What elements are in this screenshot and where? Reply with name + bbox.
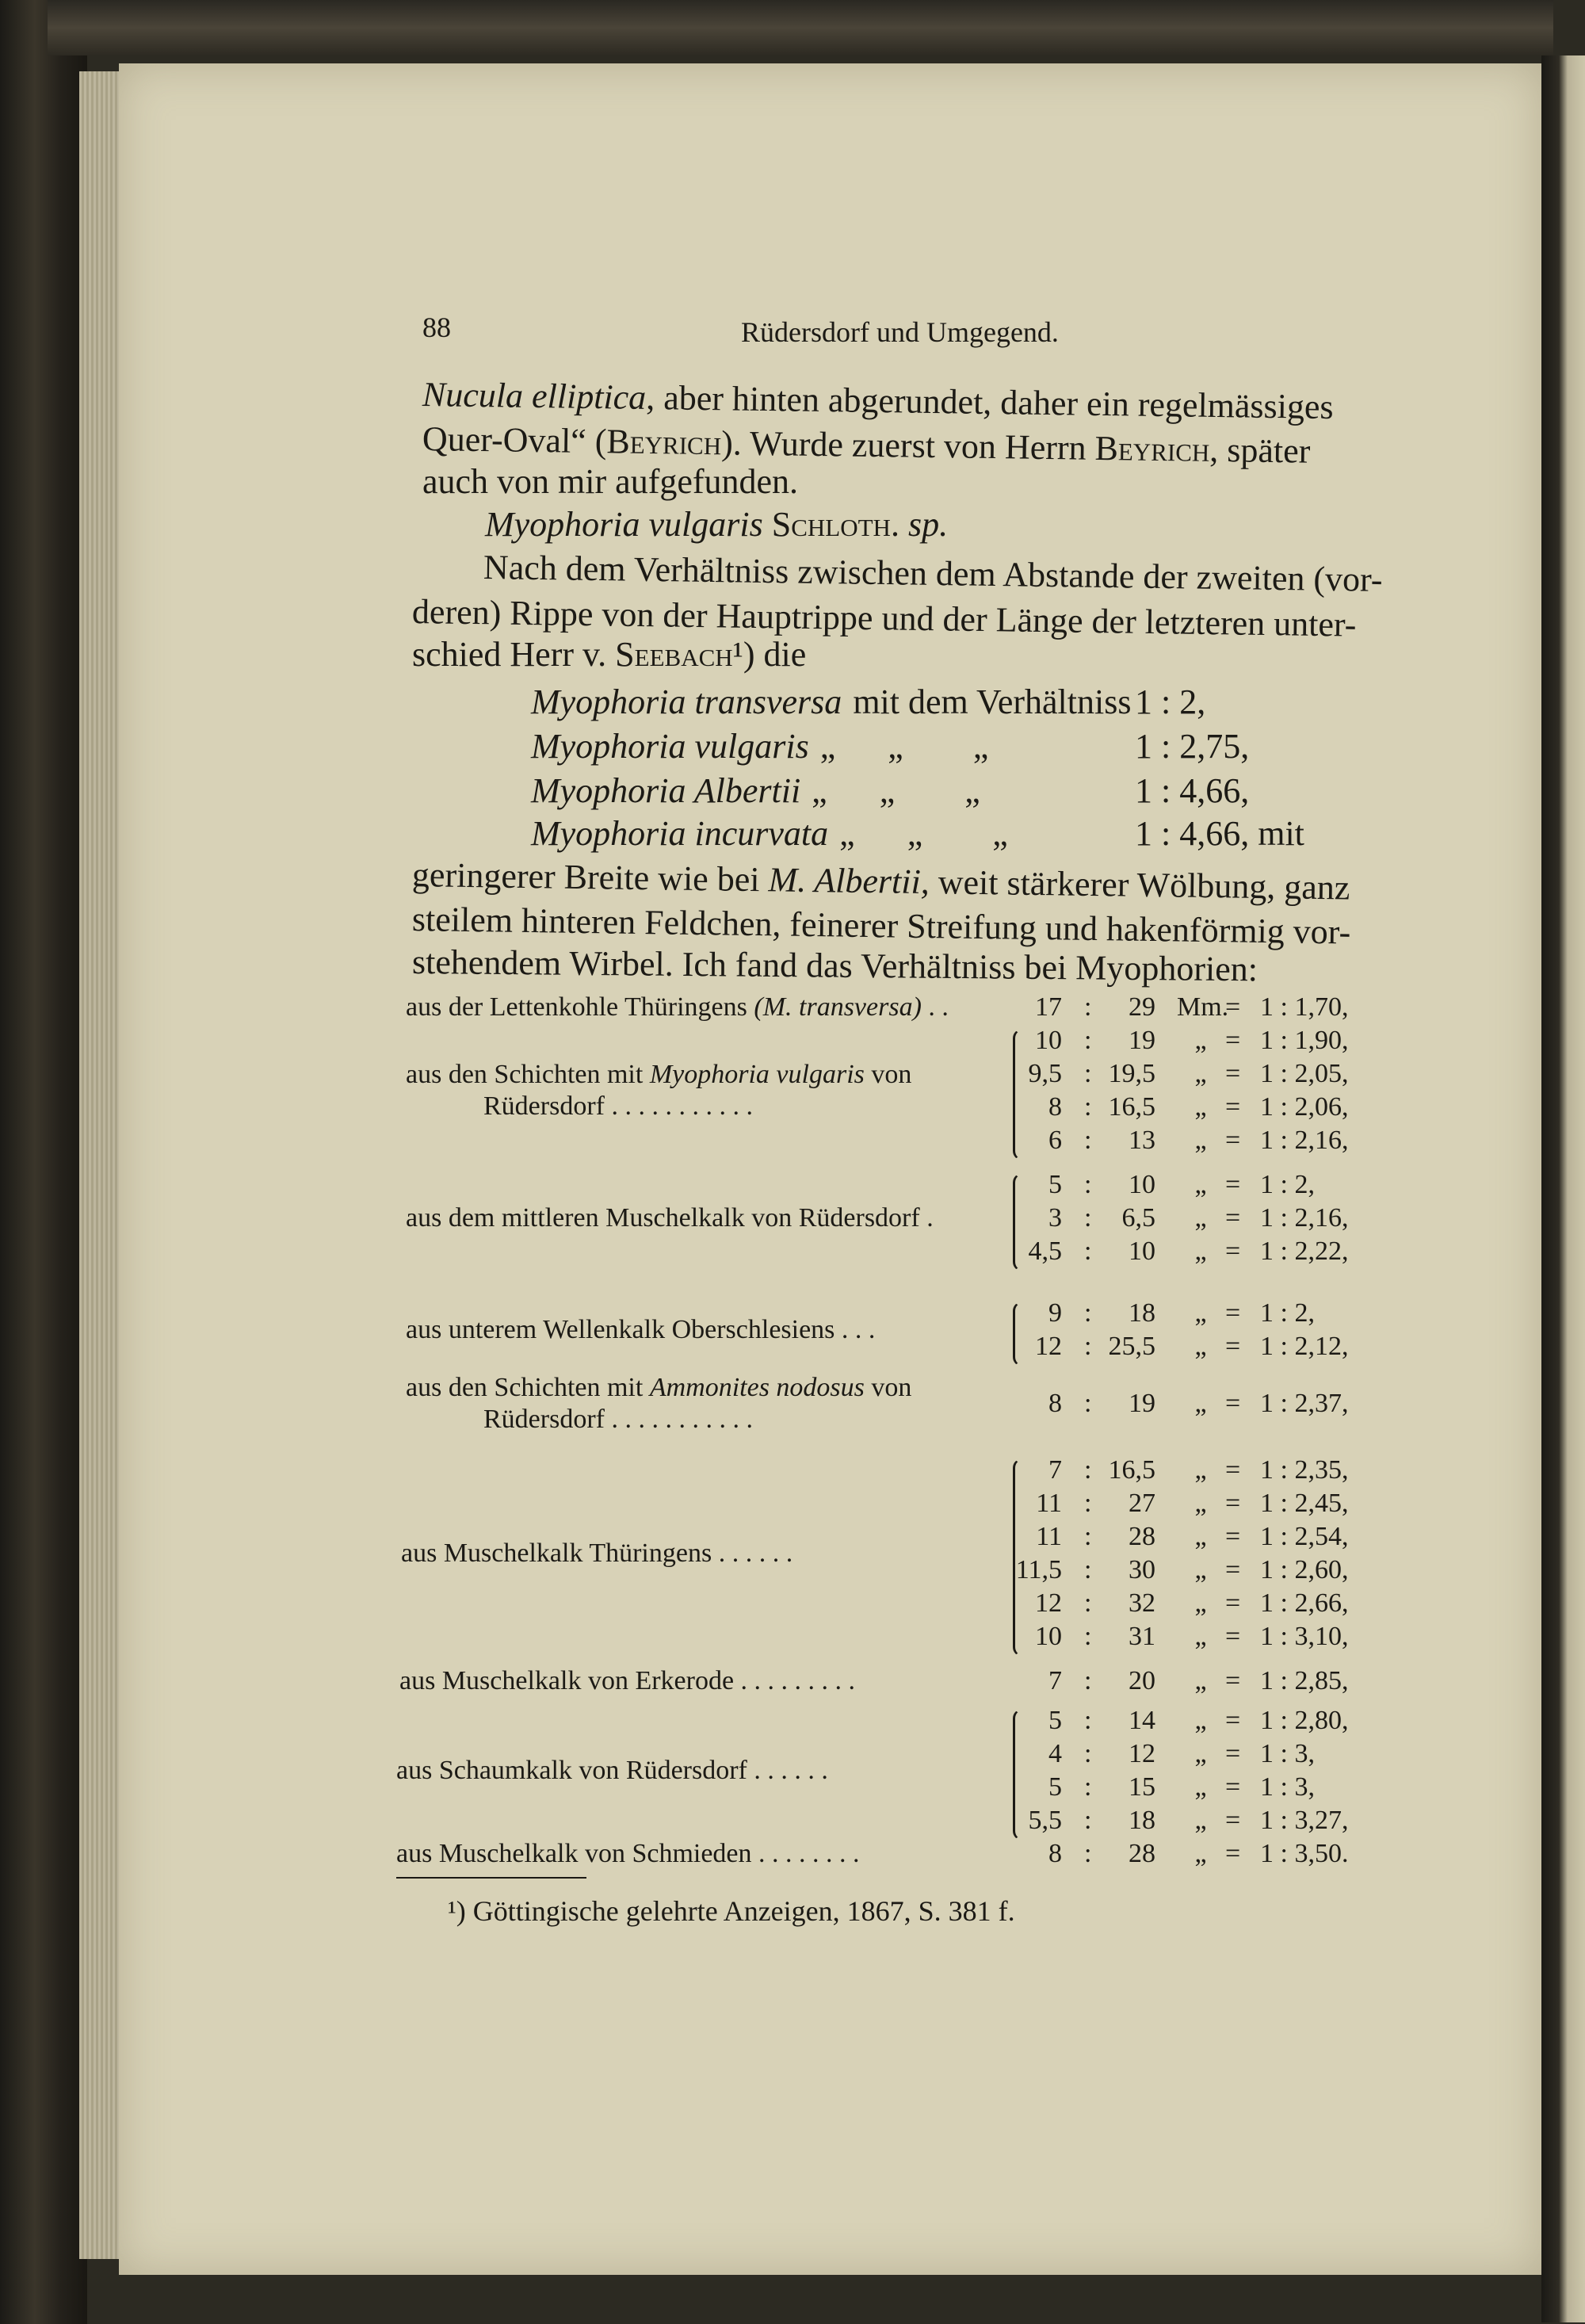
table-cell-ratio: 1 : 3,10, [1260,1622,1349,1651]
table-cell-ratio: 1 : 2,05, [1260,1059,1349,1088]
table-cell-unit: „ [1194,1806,1207,1835]
label-part: von [864,1060,912,1089]
table-group-label-line2: Rüdersdorf . . . . . . . . . . . [483,1091,753,1121]
table-cell-unit: „ [1194,1298,1207,1328]
table-cell-colon: : [1084,1092,1092,1122]
species-nucula: Nucula elliptica [422,375,647,417]
page-number: 88 [422,312,451,343]
table-cell-ratio: 1 : 1,70, [1260,992,1349,1022]
table-cell-shell-length: 11 [1036,1489,1062,1518]
table-cell-shell-width: 18 [1129,1806,1155,1835]
table-cell-ratio: 1 : 2,16, [1260,1126,1349,1155]
table-cell-equals: = [1225,1489,1241,1518]
table-cell-shell-length: 5,5 [1028,1806,1062,1835]
species-list-row [531,682,1162,722]
table-cell-shell-length: 7 [1048,1666,1062,1695]
table-cell-equals: = [1225,1059,1241,1088]
book-binding-top [48,0,1553,55]
table-cell-shell-width: 25,5 [1108,1332,1155,1361]
table-cell-unit: „ [1194,1203,1207,1233]
table-cell-ratio: 1 : 2,85, [1260,1666,1349,1695]
table-cell-unit: „ [1194,1588,1207,1618]
running-title: Rüdersdorf und Umgegend. [741,316,1059,348]
table-cell-colon: : [1084,1170,1092,1199]
table-cell-shell-length: 10 [1035,1026,1062,1055]
species-list-text: „ „ „ [839,814,1008,853]
species-list-row [531,726,1129,766]
table-cell-ratio: 1 : 2,06, [1260,1092,1349,1122]
table-cell-colon: : [1084,1588,1092,1618]
p2-l3-a: schied Herr v. [412,635,616,674]
species-list-row [531,813,1148,854]
table-cell-unit: „ [1194,1555,1207,1584]
species-list-name: Myophoria Albertii [531,771,801,810]
table-cell-colon: : [1084,1839,1092,1868]
species-heading-name: Myophoria vulgaris [485,505,763,544]
table-cell-colon: : [1084,1489,1092,1518]
table-cell-colon: : [1084,1455,1092,1485]
book-right-edge [1541,55,1585,2322]
table-cell-shell-width: 16,5 [1108,1092,1155,1122]
table-cell-shell-width: 19 [1129,1026,1155,1055]
author-beyrich-2: Beyrich [1094,428,1210,469]
table-group-label [406,1373,911,1403]
paragraph-2-line-3 [412,634,806,675]
table-cell-unit: „ [1194,1489,1207,1518]
table-cell-ratio: 1 : 2, [1260,1170,1315,1199]
table-cell-equals: = [1225,1203,1241,1233]
label-part: aus der Lettenkohle Thüringens [406,992,754,1022]
label-species: (M. transversa) [754,992,922,1022]
table-cell-colon: : [1084,1332,1092,1361]
table-cell-ratio: 1 : 3, [1260,1739,1315,1768]
table-cell-shell-width: 13 [1129,1126,1155,1155]
table-cell-ratio: 1 : 2,22, [1260,1237,1349,1266]
table-cell-equals: = [1225,1332,1241,1361]
label-species: Ammonites nodosus [649,1373,865,1402]
table-cell-colon: : [1084,1389,1092,1418]
table-cell-equals: = [1225,1298,1241,1328]
species-list-ratio: 1 : 4,66, mit [1135,814,1304,853]
table-cell-shell-width: 6,5 [1121,1203,1155,1233]
species-list-text: „ „ „ [812,771,980,810]
table-cell-shell-width: 19,5 [1108,1059,1155,1088]
table-cell-shell-width: 30 [1129,1555,1155,1584]
species-heading [485,504,948,545]
author-seebach: Seebach [615,635,733,674]
table-cell-ratio: 1 : 2,16, [1260,1203,1349,1233]
table-group-label-line2: Rüdersdorf . . . . . . . . . . . [483,1405,753,1434]
table-cell-ratio: 1 : 2,12, [1260,1332,1349,1361]
table-cell-shell-width: 32 [1129,1588,1155,1618]
table-cell-unit: „ [1194,1026,1207,1055]
table-cell-colon: : [1084,1237,1092,1266]
table-cell-ratio: 1 : 2,54, [1260,1522,1349,1551]
table-cell-colon: : [1084,1622,1092,1651]
species-list-name: Myophoria incurvata [531,814,829,853]
label-part: aus den Schichten mit [406,1373,650,1402]
book-spine [0,0,87,2324]
table-cell-colon: : [1084,1772,1092,1802]
table-cell-equals: = [1225,1622,1241,1651]
species-heading-author: Schloth. [771,505,899,544]
table-cell-colon: : [1084,1298,1092,1328]
paragraph-3-line-3: stehendem Wirbel. Ich fand das Verhältniss bei Myophorien: [411,942,1258,989]
species-list-text: mit dem Verhältniss [853,682,1132,721]
table-cell-ratio: 1 : 2,80, [1260,1706,1349,1735]
table-cell-ratio: 1 : 3, [1260,1772,1315,1802]
table-cell-shell-length: 10 [1035,1622,1062,1651]
footnote-text: Göttingische gelehrte Anzeigen, 1867, S. 381 f. [472,1895,1015,1927]
author-beyrich-1: Beyrich [606,422,722,463]
table-cell-unit: „ [1194,1170,1207,1199]
table-cell-shell-length: 8 [1048,1092,1062,1122]
table-cell-colon: : [1084,1555,1092,1584]
p3-l1-a: geringerer Breite wie bei [411,855,769,900]
footnote [448,1894,1015,1928]
table-cell-shell-width: 10 [1129,1237,1155,1266]
table-cell-shell-length: 4,5 [1028,1237,1062,1266]
table-cell-shell-width: 27 [1129,1489,1155,1518]
species-list-ratio: 1 : 2, [1135,682,1206,721]
table-cell-equals: = [1225,1522,1241,1551]
table-cell-ratio: 1 : 2,35, [1260,1455,1349,1485]
table-cell-colon: : [1084,1522,1092,1551]
table-cell-shell-width: 28 [1129,1522,1155,1551]
p2-l3-b: ¹) die [732,635,807,674]
table-cell-shell-length: 12 [1035,1588,1062,1618]
label-species: Myophoria vulgaris [649,1060,865,1089]
table-cell-colon: : [1084,1806,1092,1835]
species-list-name: Myophoria vulgaris [531,727,809,766]
species-heading-sp: sp. [907,505,949,544]
table-cell-equals: = [1225,1389,1241,1418]
table-cell-unit: „ [1194,1772,1207,1802]
table-cell-shell-length: 4 [1048,1739,1062,1768]
table-cell-equals: = [1225,1706,1241,1735]
table-cell-shell-length: 9,5 [1028,1059,1062,1088]
table-cell-ratio: 1 : 2,37, [1260,1389,1349,1418]
table-cell-shell-length: 17 [1035,992,1062,1022]
table-cell-ratio: 1 : 2,45, [1260,1489,1349,1518]
table-cell-equals: = [1225,1588,1241,1618]
table-cell-shell-length: 12 [1035,1332,1062,1361]
table-cell-colon: : [1084,1203,1092,1233]
table-cell-shell-length: 5 [1048,1706,1062,1735]
paragraph-1-line-1-text: , aber hinten abgerundet, daher ein regelmässiges [645,377,1334,427]
table-cell-ratio: 1 : 1,90, [1260,1026,1349,1055]
label-part: aus Muschelkalk von Erkerode . . . . . . . . . [399,1666,856,1695]
table-cell-shell-width: 12 [1129,1739,1155,1768]
label-part: aus Muschelkalk von Schmieden . . . . . . . . [396,1839,860,1868]
table-cell-shell-width: 29 [1129,992,1155,1022]
table-group-label [401,1539,792,1569]
table-cell-equals: = [1225,1126,1241,1155]
table-cell-ratio: 1 : 3,27, [1260,1806,1349,1835]
table-cell-colon: : [1084,1666,1092,1695]
table-group-label [399,1666,855,1696]
table-cell-shell-length: 5 [1048,1772,1062,1802]
paragraph-1-line-3: auch von mir aufgefunden. [422,462,799,501]
table-cell-unit: „ [1194,1059,1207,1088]
table-cell-unit: „ [1194,1237,1207,1266]
table-cell-equals: = [1225,1455,1241,1485]
table-cell-shell-width: 16,5 [1108,1455,1155,1485]
label-part: aus Schaumkalk von Rüdersdorf . . . . . . [396,1756,828,1785]
table-cell-equals: = [1225,1092,1241,1122]
label-part: aus unterem Wellenkalk Oberschlesiens . . . [406,1315,876,1344]
species-list-text: „ „ „ [819,727,989,766]
footnote-marker: ¹) [448,1895,466,1927]
table-cell-unit: „ [1194,1126,1207,1155]
table-cell-equals: = [1225,1026,1241,1055]
paragraph-3-line-2: steilem hinteren Feldchen, feinerer Streifung und hakenförmig vor- [411,900,1351,952]
label-part: aus dem mittleren Muschelkalk von Rüdersdorf . [406,1203,934,1233]
table-cell-shell-width: 18 [1129,1298,1155,1328]
table-cell-shell-length: 6 [1048,1126,1062,1155]
table-cell-unit: Mm. [1177,992,1229,1022]
table-cell-colon: : [1084,1706,1092,1735]
table-cell-equals: = [1225,1666,1241,1695]
label-part: aus Muschelkalk Thüringens . . . . . . [401,1539,793,1568]
table-cell-unit: „ [1194,1666,1207,1695]
table-cell-equals: = [1225,1555,1241,1584]
table-cell-unit: „ [1194,1389,1207,1418]
table-cell-equals: = [1225,1237,1241,1266]
species-list-row [531,770,1121,811]
table-cell-shell-width: 19 [1129,1389,1155,1418]
table-cell-shell-width: 20 [1129,1666,1155,1695]
table-cell-colon: : [1084,1739,1092,1768]
table-cell-shell-width: 10 [1129,1170,1155,1199]
table-cell-shell-length: 9 [1048,1298,1062,1328]
table-cell-unit: „ [1194,1455,1207,1485]
table-cell-shell-length: 5 [1048,1170,1062,1199]
table-cell-unit: „ [1194,1332,1207,1361]
table-cell-shell-width: 28 [1129,1839,1155,1868]
table-cell-ratio: 1 : 3,50. [1260,1839,1349,1868]
table-cell-shell-width: 14 [1129,1706,1155,1735]
species-list-name: Myophoria transversa [531,682,842,721]
footnote-rule [396,1877,586,1879]
table-cell-ratio: 1 : 2,66, [1260,1588,1349,1618]
table-cell-shell-length: 7 [1048,1455,1062,1485]
table-cell-equals: = [1225,1806,1241,1835]
table-cell-equals: = [1225,992,1241,1022]
table-cell-unit: „ [1194,1839,1207,1868]
table-cell-colon: : [1084,1126,1092,1155]
species-list-ratio: 1 : 4,66, [1135,771,1250,810]
p1-l2-a: Quer-Oval“ ( [422,419,607,461]
table-group-label [406,1060,911,1090]
table-group-label [406,1203,934,1233]
paragraph-2-line-2: deren) Rippe von der Hauptrippe und der Länge der letzteren unter- [411,592,1357,644]
label-part: . . [921,992,949,1022]
table-group-label [406,1315,875,1345]
table-cell-shell-length: 8 [1048,1389,1062,1418]
table-cell-colon: : [1084,1059,1092,1088]
table-cell-shell-length: 11 [1036,1522,1062,1551]
table-cell-unit: „ [1194,1092,1207,1122]
species-albertii: M. Albertii, [768,860,930,902]
table-cell-shell-width: 31 [1129,1622,1155,1651]
p3-l1-b: weit stärkerer Wölbung, ganz [929,862,1350,908]
table-cell-colon: : [1084,1026,1092,1055]
label-part: aus den Schichten mit [406,1060,650,1089]
table-cell-ratio: 1 : 2,60, [1260,1555,1349,1584]
table-cell-colon: : [1084,992,1092,1022]
species-list-ratio: 1 : 2,75, [1135,727,1250,766]
table-group-label [406,992,949,1022]
table-group-label [396,1839,860,1869]
table-cell-unit: „ [1194,1522,1207,1551]
table-cell-shell-length: 11,5 [1015,1555,1062,1584]
paragraph-2-line-1: Nach dem Verhältniss zwischen dem Abstande der zweiten (vor- [483,548,1383,599]
table-cell-ratio: 1 : 2, [1260,1298,1315,1328]
table-cell-unit: „ [1194,1706,1207,1735]
table-group-label [396,1756,828,1786]
table-cell-shell-width: 15 [1129,1772,1155,1802]
label-part: von [864,1373,912,1402]
table-cell-equals: = [1225,1772,1241,1802]
p1-l2-b: ). Wurde zuerst von Herrn [720,423,1095,468]
table-cell-shell-length: 3 [1048,1203,1062,1233]
table-cell-equals: = [1225,1839,1241,1868]
table-cell-equals: = [1225,1739,1241,1768]
table-cell-equals: = [1225,1170,1241,1199]
table-cell-unit: „ [1194,1622,1207,1651]
table-cell-unit: „ [1194,1739,1207,1768]
p1-l2-c: , später [1209,430,1311,471]
table-cell-shell-length: 8 [1048,1839,1062,1868]
